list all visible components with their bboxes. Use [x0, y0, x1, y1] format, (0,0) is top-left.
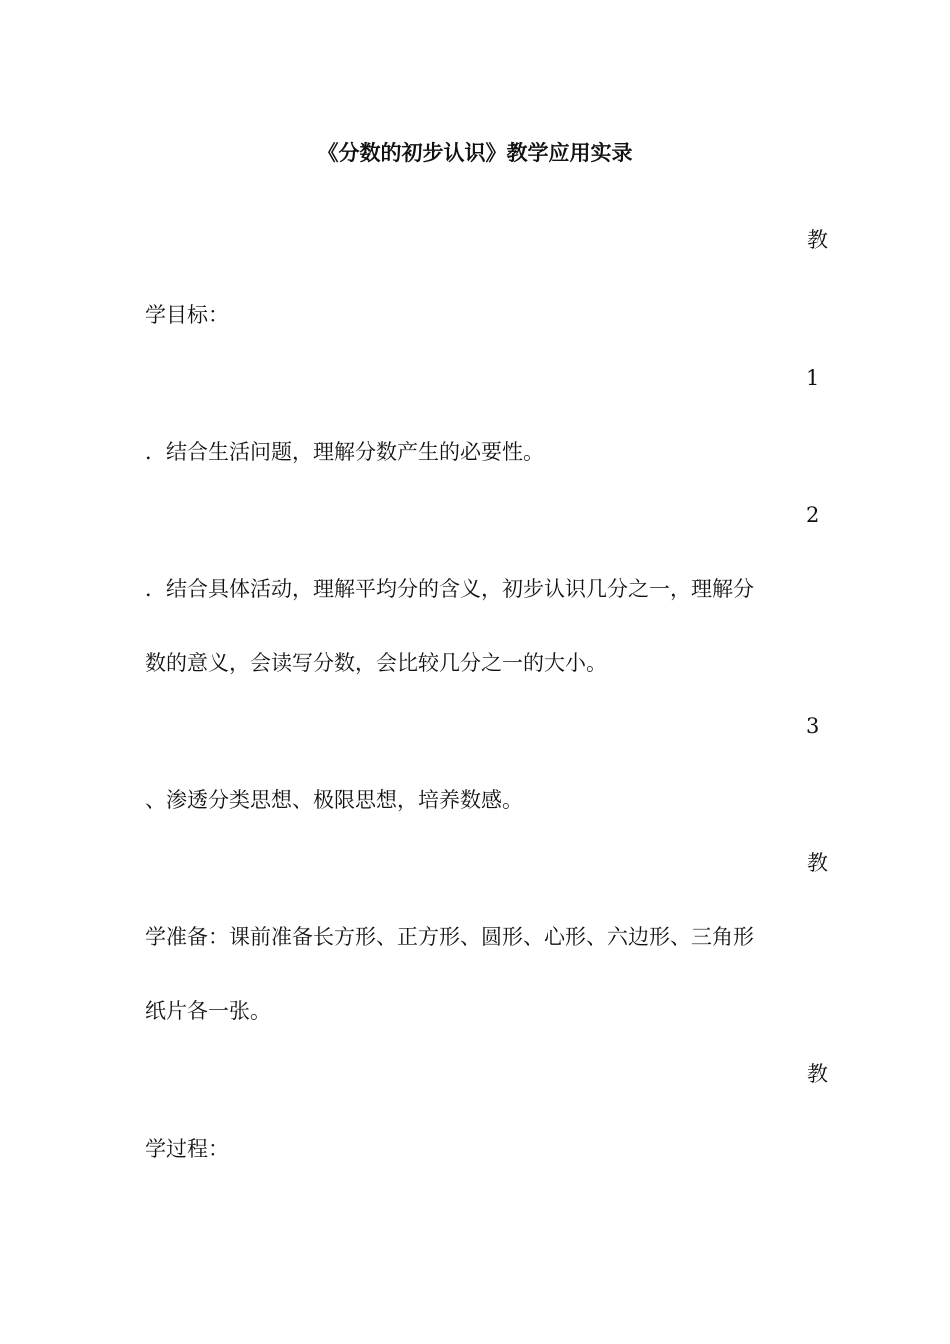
list-number: 3 [806, 714, 820, 738]
text-line: 学过程： [145, 1137, 229, 1161]
text-line: 教 [807, 851, 828, 875]
text-line: ．结合生活问题，理解分数产生的必要性。 [145, 440, 544, 464]
text-line: 、渗透分类思想、极限思想，培养数感。 [145, 788, 523, 812]
text-line: 学准备：课前准备长方形、正方形、圆形、心形、六边形、三角形 [145, 925, 754, 949]
list-number: 1 [806, 366, 820, 390]
text-line: 数的意义，会读写分数，会比较几分之一的大小。 [145, 651, 607, 675]
text-line: 纸片各一张。 [145, 999, 271, 1023]
document-title: 《分数的初步认识》教学应用实录 [317, 140, 633, 165]
text-line: 学目标： [145, 303, 229, 327]
text-line: 教 [807, 228, 828, 252]
text-line: 教 [807, 1062, 828, 1086]
list-number: 2 [806, 503, 820, 527]
text-line: ．结合具体活动，理解平均分的含义，初步认识几分之一，理解分 [145, 577, 754, 601]
